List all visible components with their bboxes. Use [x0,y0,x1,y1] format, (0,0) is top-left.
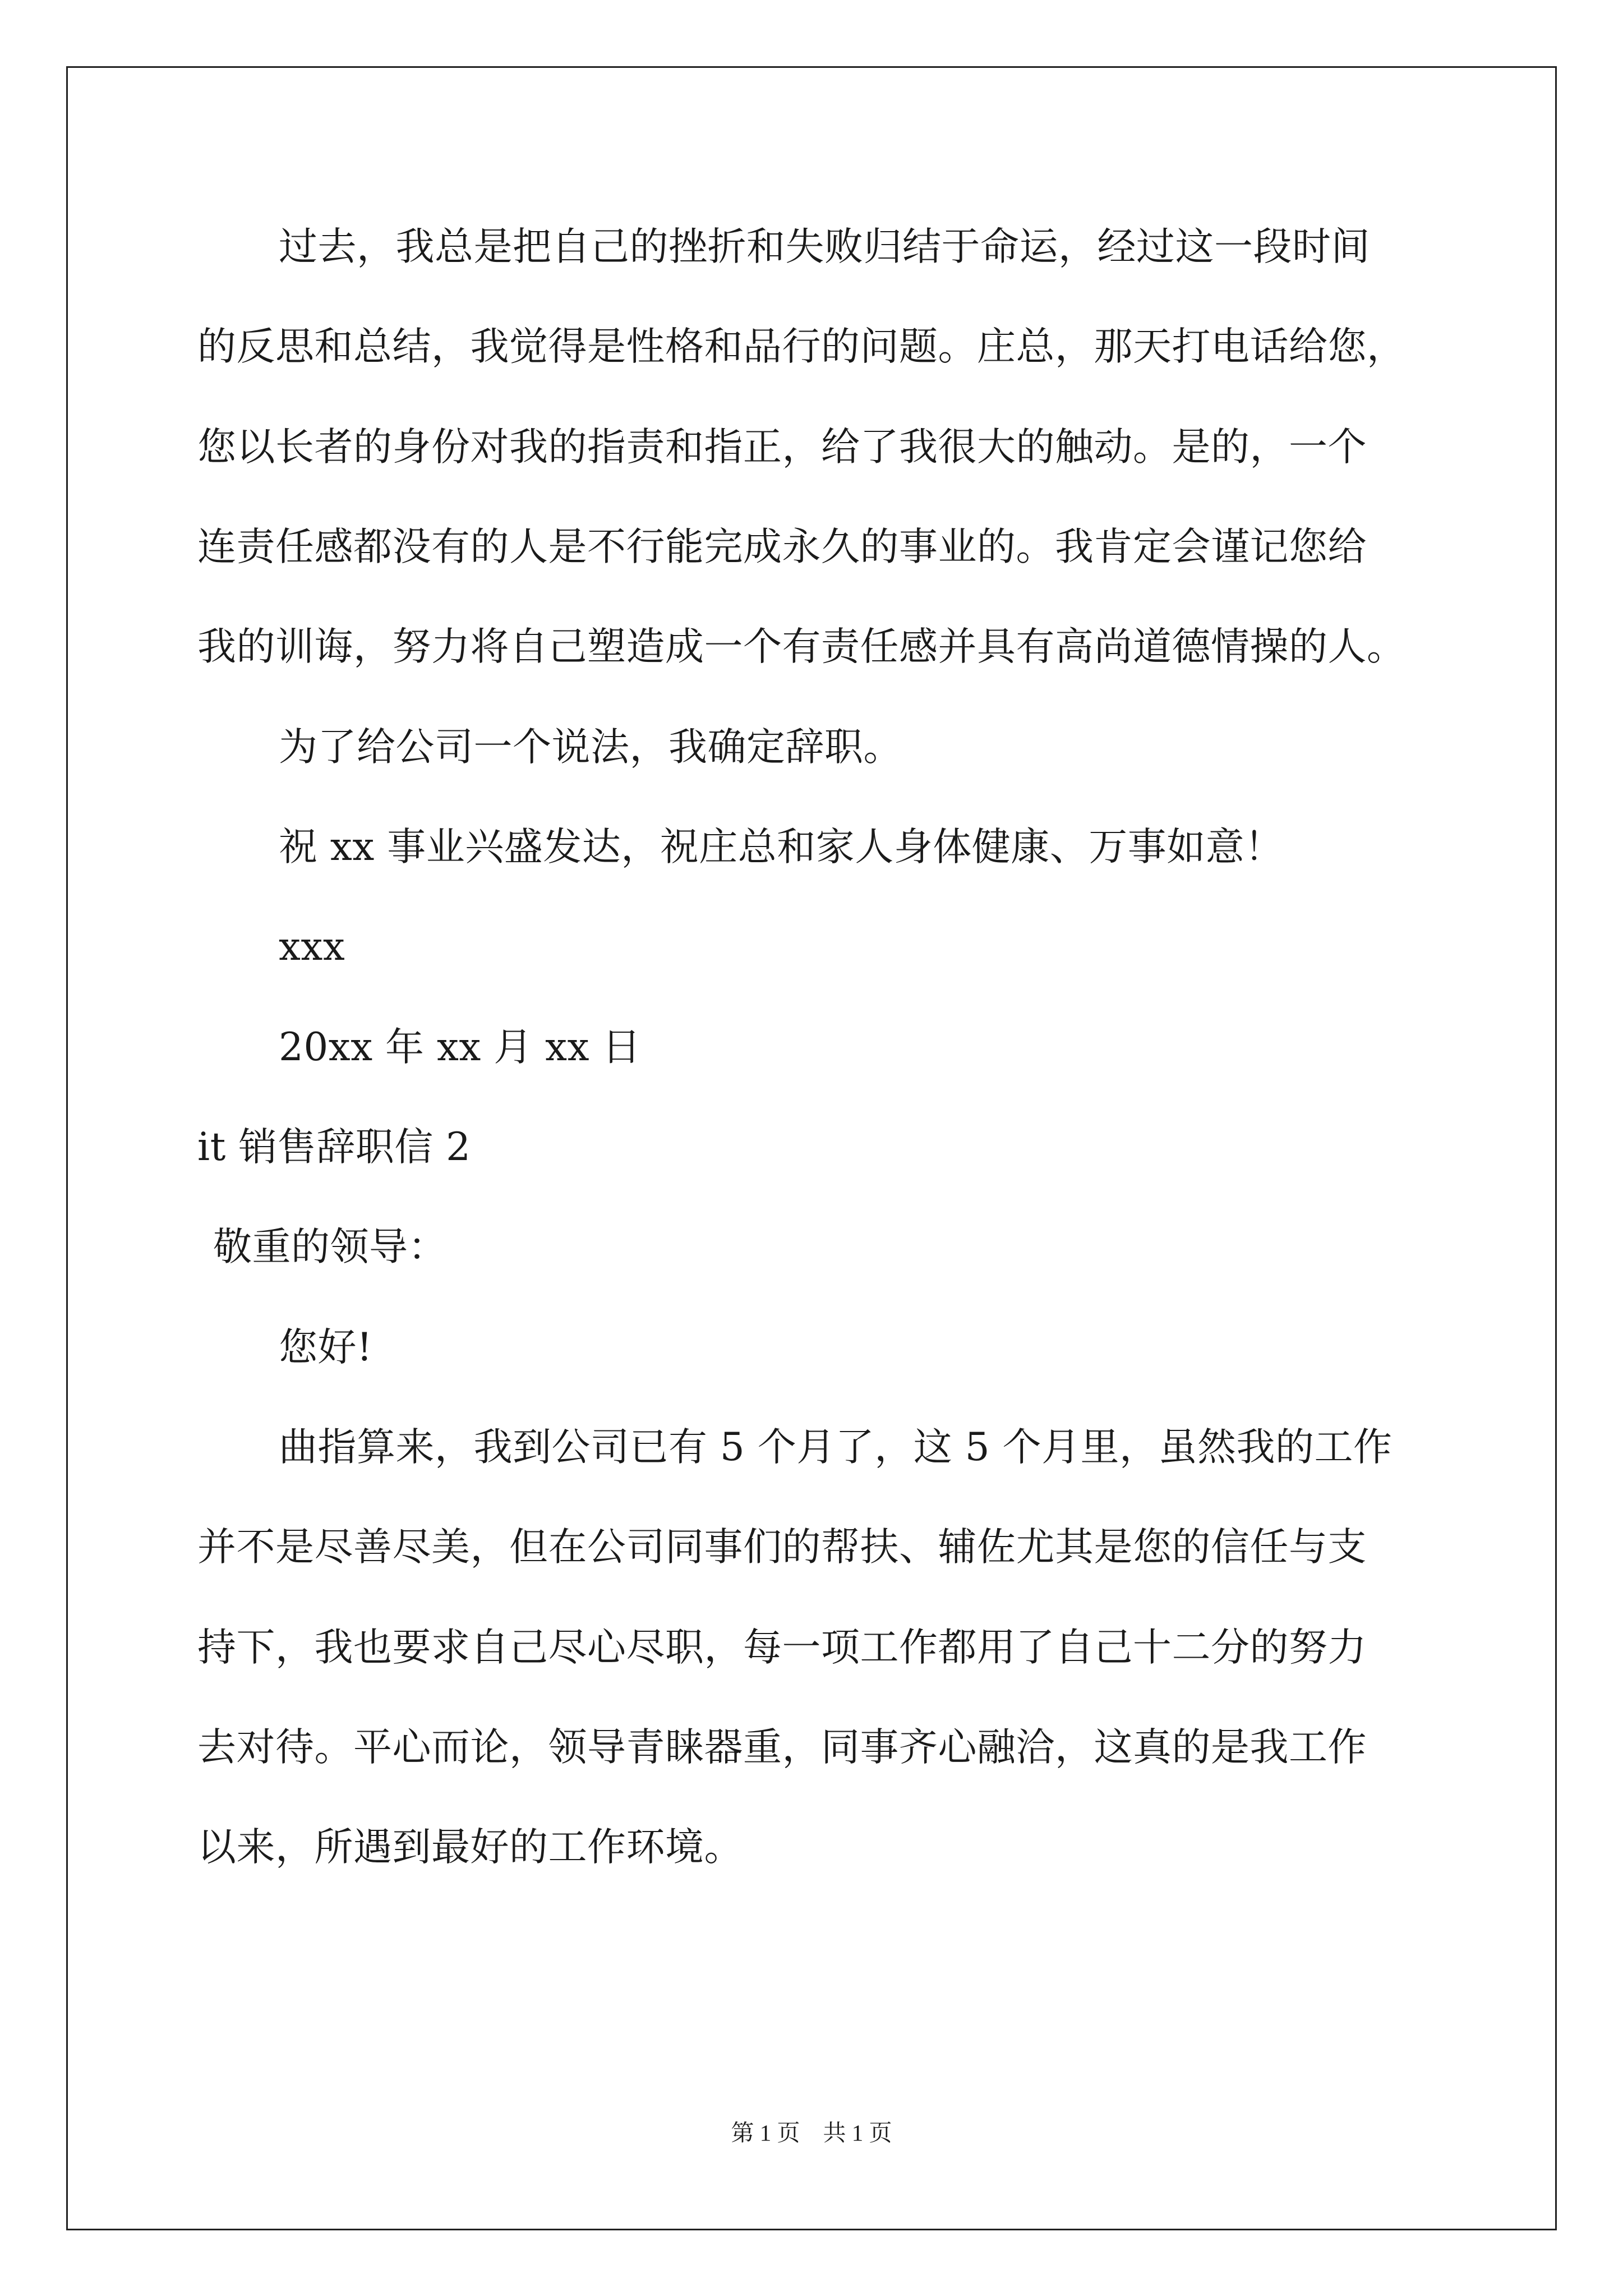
paragraph-line: 去对待。平心而论，领导青睐器重，同事齐心融洽，这真的是我工作 [197,1725,1367,1770]
signature-date: 20xx 年 xx 月 xx 日 [279,1025,641,1070]
greeting: 您好! [279,1325,373,1370]
paragraph-line: 连责任感都没有的人是不行能完成永久的事业的。我肯定会谨记您给 [197,524,1367,569]
paragraph-line: 并不是尽善尽美，但在公司同事们的帮扶、辅佐尤其是您的信任与支 [197,1525,1367,1570]
paragraph-line: 您以长者的身份对我的指责和指正，给了我很大的触动。是的，一个 [197,425,1367,470]
section-heading: it 销售辞职信 2 [197,1125,471,1170]
paragraph-line: 为了给公司一个说法，我确定辞职。 [279,725,902,770]
signature-name: xxx [279,924,345,969]
paragraph-line: 曲指算来，我到公司已有 5 个月了，这 5 个月里，虽然我的工作 [279,1425,1393,1470]
paragraph-line: 的反思和总结，我觉得是性格和品行的问题。庄总，那天打电话给您， [197,324,1406,369]
paragraph-line: 持下，我也要求自己尽心尽职，每一项工作都用了自己十二分的努力 [197,1625,1367,1670]
paragraph-line: 祝 xx 事业兴盛发达，祝庄总和家人身体健康、万事如意！ [279,825,1284,869]
page-number-footer: 第 1 页 共 1 页 [731,2120,892,2146]
paragraph-line: 过去，我总是把自己的挫折和失败归结于命运，经过这一段时间 [279,224,1370,269]
paragraph-line: 以来，所遇到最好的工作环境。 [197,1825,743,1870]
salutation: 敬重的领导： [213,1225,447,1269]
paragraph-line: 我的训诲，努力将自己塑造成一个有责任感并具有高尚道德情操的人。 [197,624,1406,669]
